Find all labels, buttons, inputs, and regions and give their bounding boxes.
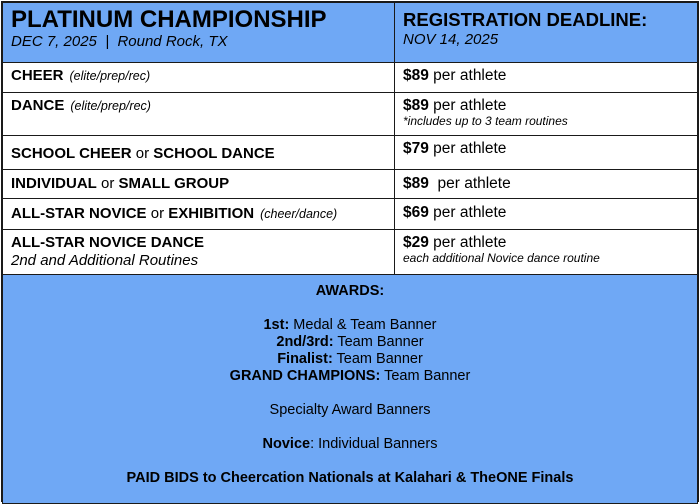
row-price: $79 [403,140,429,157]
award-label: GRAND CHAMPIONS: [229,368,381,384]
row-label-a: ALL-STAR NOVICE [11,205,147,222]
row-or: or [131,145,154,162]
award-text: : Individual Banners [310,436,438,452]
table-row [3,230,698,275]
table-row [3,199,698,230]
row-label-b: SMALL GROUP [118,175,230,192]
row-label-cell [3,230,395,275]
row-price: $89 [403,67,429,84]
event-date-location: DEC 7, 2025 | Round Rock, TX [11,33,228,50]
row-or: or [146,205,169,222]
row-paren: (cheer/dance) [260,207,338,221]
award-text: Team Banner [380,368,471,384]
row-label: CHEER [11,67,64,84]
row-price-cell [395,93,698,136]
row-label-b: SCHOOL DANCE [153,145,275,162]
row-price: $89 [403,97,429,114]
awards-heading: AWARDS: [315,283,385,299]
row-per: per athlete [428,234,507,251]
row-per: per athlete [428,97,507,114]
pricing-sheet [1,1,699,502]
deadline-cell [395,3,698,63]
row-price: $89 [403,175,429,192]
row-label-cell [3,93,395,136]
deadline-date: NOV 14, 2025 [403,31,499,48]
award-label: 1st: [263,317,290,333]
award-text: Team Banner [332,351,423,367]
row-label-b: EXHIBITION [168,205,255,222]
award-line-second [11,334,689,351]
award-line-first [11,317,689,334]
award-label: Novice [262,436,311,452]
row-label-line2: 2nd and Additional Routines [11,252,199,269]
row-price: $29 [403,234,429,251]
row-label-cell [3,199,395,230]
row-label-a: INDIVIDUAL [11,175,97,192]
award-label: 2nd/3rd: [276,334,334,350]
row-label: ALL-STAR NOVICE DANCE [11,234,205,251]
row-paren: (elite/prep/rec) [69,69,151,83]
event-title: PLATINUM CHAMPIONSHIP [11,6,327,33]
row-label-a: SCHOOL CHEER [11,145,132,162]
pricing-table [2,2,698,504]
row-label-cell [3,136,395,170]
table-row [3,136,698,170]
row-per: per athlete [428,140,507,157]
row-or: or [96,175,119,192]
specialty-awards: Specialty Award Banners [269,402,431,418]
deadline-label: REGISTRATION DEADLINE: [403,9,648,30]
row-price-cell [395,136,698,170]
row-label-cell [3,170,395,199]
awards-cell [3,275,698,504]
award-text: Team Banner [333,334,424,350]
award-line-finalist [11,351,689,368]
row-note: each additional Novice dance routine [403,251,600,265]
row-note: *includes up to 3 team routines [403,114,568,128]
row-price-cell [395,63,698,93]
event-cell [3,3,395,63]
row-per: per athlete [428,67,507,84]
table-row [3,63,698,93]
table-row [3,93,698,136]
row-price-cell [395,199,698,230]
awards-row [3,275,698,504]
row-label: DANCE [11,97,65,114]
row-price: $69 [403,204,429,221]
row-price-cell [395,170,698,199]
award-text: Medal & Team Banner [289,317,437,333]
row-paren: (elite/prep/rec) [70,99,151,113]
award-label: Finalist: [277,351,333,367]
row-per: per athlete [428,175,511,192]
table-row [3,170,698,199]
novice-awards [11,436,689,453]
row-per: per athlete [428,204,507,221]
paid-bids: PAID BIDS to Cheercation Nationals at Kalahari & TheONE Finals [126,470,574,486]
row-label-cell [3,63,395,93]
row-price-cell [395,230,698,275]
award-line-grand [11,368,689,385]
header-row [3,3,698,63]
